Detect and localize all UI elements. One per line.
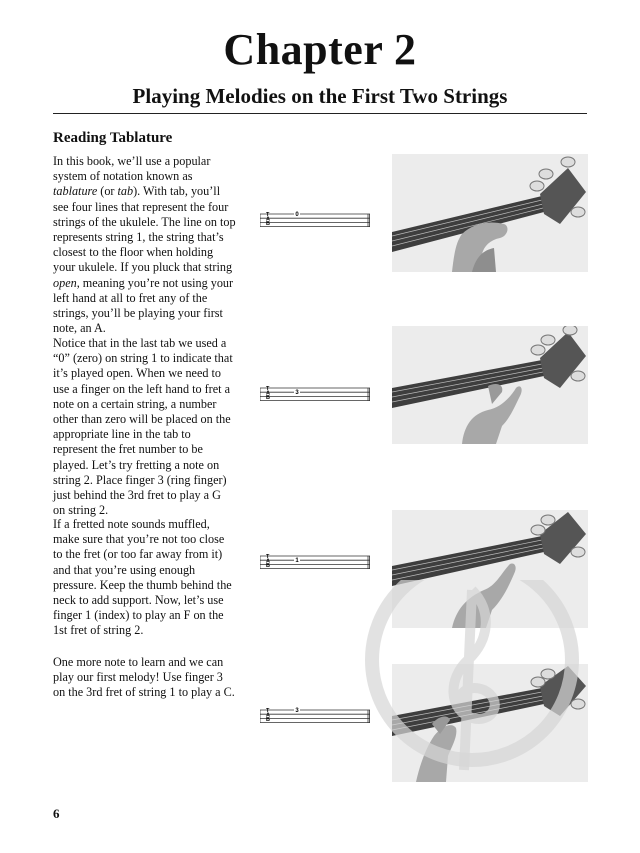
tab-clef-letter: T <box>266 212 270 218</box>
tab-staff-2 <box>260 384 370 406</box>
text-segment: If a fretted note sounds muffled, make sure that you’re not too close to the fret (or too far away from it) and that you’re using enough pressure. Keep the thumb behind the neck to add support. Now, let’s use finger 1 (index) to play an F on the 1st fret of string 2. <box>53 517 232 638</box>
tab-clef-letter: T <box>266 708 270 714</box>
paragraph-3 <box>53 517 236 639</box>
chapter-title: Chapter 2 <box>223 25 417 74</box>
tab-fret-number: 1 <box>295 558 299 565</box>
tab-clef-letter: B <box>266 717 270 724</box>
ukulele-fretting-photo-1 <box>392 326 588 444</box>
italic-term: tab <box>117 184 134 199</box>
text-segment: ). With tab, you’ll see four lines that represent the four strings of the ukulele. The line on top represents string 1, the string that’s closest to the floor when holding your ukulele. If you pluck that string <box>53 184 236 275</box>
ukulele-open-string-photo <box>392 154 588 272</box>
tab-fret-number: 3 <box>295 390 299 397</box>
tab-clef-letter: A <box>266 558 270 565</box>
tab-clef-letter: A <box>266 390 270 397</box>
tab-staff-1 <box>260 210 370 232</box>
text-segment: Notice that in the last tab we used a “0” (zero) on string 1 to indicate that it’s played open. When we need to use a finger on the left hand to fret a note on a certain string, a number other than zero will be placed on the appropriate line in the tab to represent the fret number to be played. Let’s try fretting a note on string 2. Place finger 3 (ring finger) just behind the 3rd fret to play a G on string 2. <box>53 336 233 518</box>
title-rule <box>53 113 587 114</box>
text-segment: One more note to learn and we can play our first melody! Use finger 3 on the 3rd fret of string 1 to play a C. <box>53 655 235 700</box>
text-segment: In this book, we’ll use a popular system of notation known as <box>53 154 211 184</box>
tab-clef-letter: T <box>266 554 270 560</box>
paragraph-2 <box>53 336 236 518</box>
italic-term: tablature <box>53 184 98 199</box>
tab-clef-letter: T <box>266 386 270 392</box>
chapter-subtitle: Playing Melodies on the First Two Strings <box>132 84 508 108</box>
text-segment: (or <box>97 184 118 199</box>
section-heading: Reading Tablature <box>53 130 173 146</box>
tab-clef-letter: B <box>266 563 270 570</box>
text-segment: , meaning you’re not using your left hand at all to fret any of the strings, you’ll be playing your first note, an A. <box>53 275 234 336</box>
paragraph-4 <box>53 655 236 701</box>
tab-clef-letter: A <box>266 216 270 223</box>
ukulele-fretting-photo-3 <box>392 664 588 782</box>
paragraph-1 <box>53 154 236 336</box>
tab-clef-letter: B <box>266 221 270 228</box>
tab-fret-number: 0 <box>295 212 299 218</box>
tab-fret-number: 3 <box>295 708 299 714</box>
tab-staff-3 <box>260 552 370 574</box>
italic-term: open <box>53 275 77 290</box>
tab-clef-letter: A <box>266 712 270 719</box>
page-number: 6 <box>53 806 60 821</box>
tab-staff-4 <box>260 706 370 728</box>
tab-clef-letter: B <box>266 395 270 402</box>
ukulele-fretting-photo-2 <box>392 510 588 628</box>
